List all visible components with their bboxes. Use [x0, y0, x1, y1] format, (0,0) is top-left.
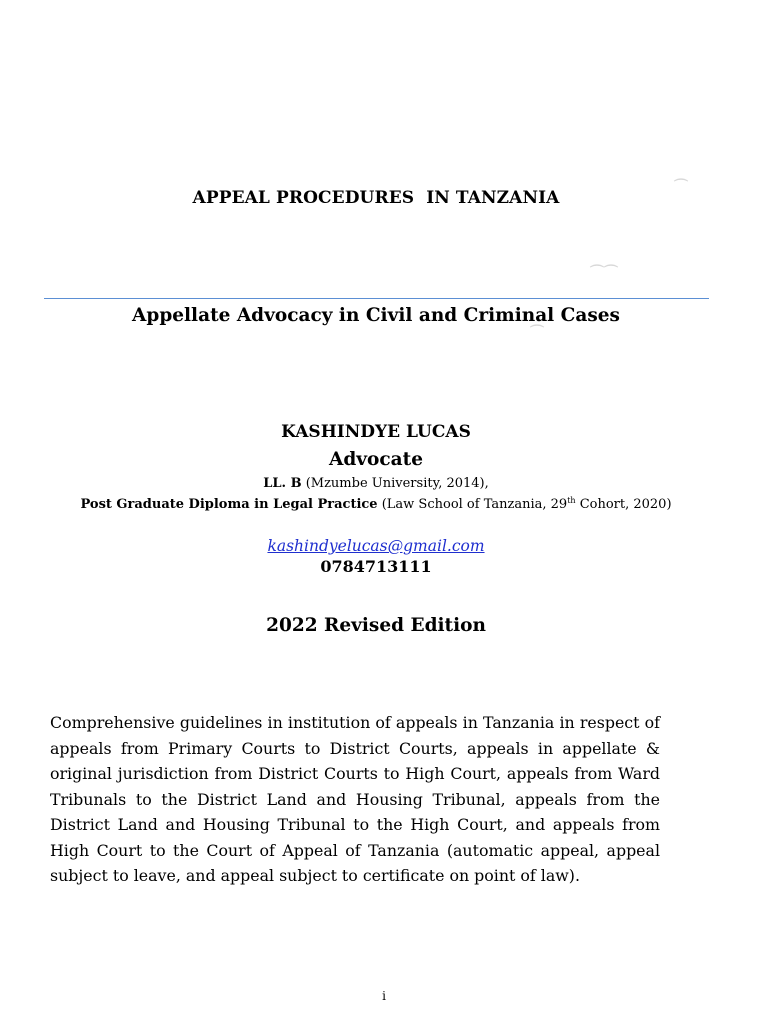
document-title-part-2: IN TANZANIA — [426, 188, 560, 208]
credential-degree — [0, 476, 752, 491]
diploma-label: Post Graduate Diploma in Legal Practice — [80, 497, 378, 512]
diploma-detail-pre: (Law School of Tanzania, 29 — [381, 497, 568, 512]
degree-label: LL. B — [263, 476, 302, 491]
author-name: KASHINDYE LUCAS — [281, 422, 471, 442]
degree-detail: (Mzumbe University, 2014), — [305, 476, 489, 491]
author-role: Advocate — [329, 449, 423, 470]
author-email — [0, 537, 752, 555]
edition-label: 2022 Revised Edition — [266, 615, 486, 636]
diploma-detail-post: Cohort, 2020) — [575, 497, 672, 512]
abstract-paragraph: Comprehensive guidelines in institution of appeals in Tanzania in respect of appeals from Primary Courts to District Courts, appeals in appellate & original jurisdiction from District Courts to High Court, appeals from Ward Tribunals to the District Land and Housing Tribunal, appeals from the District Land and Housing Tribunal to the High Court, and appeals from High Court to the Court of Appeal of Tanzania (automatic appeal, appeal subject to leave, and appeal subject to certificate on point of law). — [50, 713, 660, 885]
watermark-fragment: ⌒ — [530, 325, 544, 341]
email-link[interactable]: kashindyelucas@gmail.com — [267, 537, 485, 555]
credential-diploma — [0, 497, 752, 512]
diploma-detail-sup: th — [567, 496, 576, 505]
page-number: i — [382, 989, 386, 1003]
horizontal-divider — [44, 298, 709, 299]
document-subtitle: Appellate Advocacy in Civil and Criminal Cases — [132, 305, 620, 326]
author-phone: 0784713111 — [320, 557, 432, 576]
watermark-fragment: ⌒ — [674, 179, 688, 195]
document-title — [0, 188, 752, 208]
document-title-part-1: APPEAL PROCEDURES — [192, 188, 415, 208]
watermark-fragment: ⌒⌒ — [590, 265, 618, 281]
